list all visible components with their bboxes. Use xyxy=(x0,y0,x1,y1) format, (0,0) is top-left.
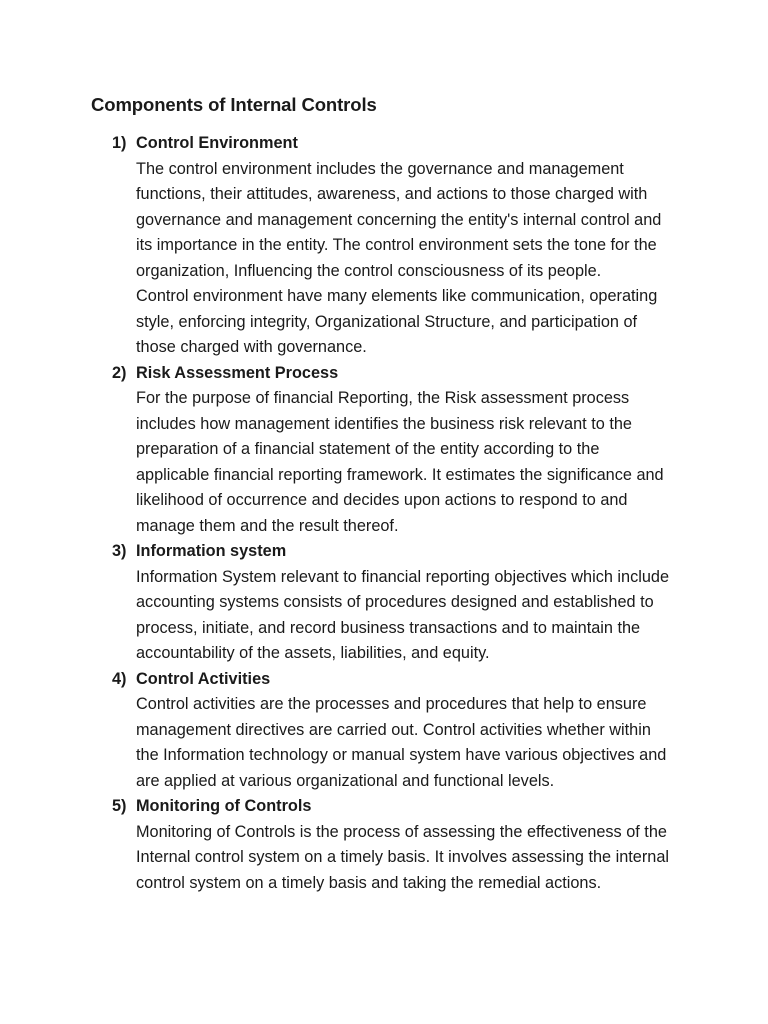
list-item-number: 5) xyxy=(112,797,127,815)
document-title: Components of Internal Controls xyxy=(91,94,377,115)
section-heading: Monitoring of Controls xyxy=(136,797,312,815)
list-item-risk-assessment xyxy=(0,361,768,540)
section-body: Information System relevant to financial reporting objectives which include accounting systems consists of procedures designed and established to process, initiate, and record business transactions and to maintain the accountability of the assets, liabilities, and equity. xyxy=(136,567,670,662)
list-item-control-activities xyxy=(0,667,768,795)
list-item-number: 4) xyxy=(112,669,127,688)
section-body: The control environment includes the governance and management functions, their attitudes, awareness, and actions to those charged with governance and management concerning the entity's internal control and its importance in the entity. The control environment sets the tone for the organization, Influencing the control consciousness of its people. Control environment have many elements like communication, operating style, enforcing integrity, Organizational Structure, and participation of those charged with governance. xyxy=(136,159,662,356)
section-heading: Information system xyxy=(136,542,287,560)
section-heading: Control Environment xyxy=(136,134,298,152)
list-item-number: 2) xyxy=(112,363,127,382)
components-list xyxy=(0,131,768,896)
list-item-control-environment xyxy=(0,131,768,361)
section-heading: Control Activities xyxy=(136,669,271,688)
list-item-number: 3) xyxy=(112,542,127,560)
section-body: For the purpose of financial Reporting, the Risk assessment process includes how management identifies the business risk relevant to the preparation of a financial statement of the entity according to the applicable financial reporting framework. It estimates the significance and likelihood of occurrence and decides upon actions to respond to and manage them and the result thereof. xyxy=(136,389,664,535)
list-item-information-system xyxy=(0,539,768,667)
section-body: Control activities are the processes and procedures that help to ensure management directives are carried out. Control activities whether within the Information technology or manual system have various objectives and are applied at various organizational and functional levels. xyxy=(136,695,667,790)
list-item-number: 1) xyxy=(112,134,127,152)
section-heading: Risk Assessment Process xyxy=(136,363,339,382)
section-body: Monitoring of Controls is the process of assessing the effectiveness of the Internal control system on a timely basis. It involves assessing the internal control system on a timely basis and taking the remedial actions. xyxy=(136,822,670,892)
list-item-monitoring-of-controls xyxy=(0,794,768,896)
